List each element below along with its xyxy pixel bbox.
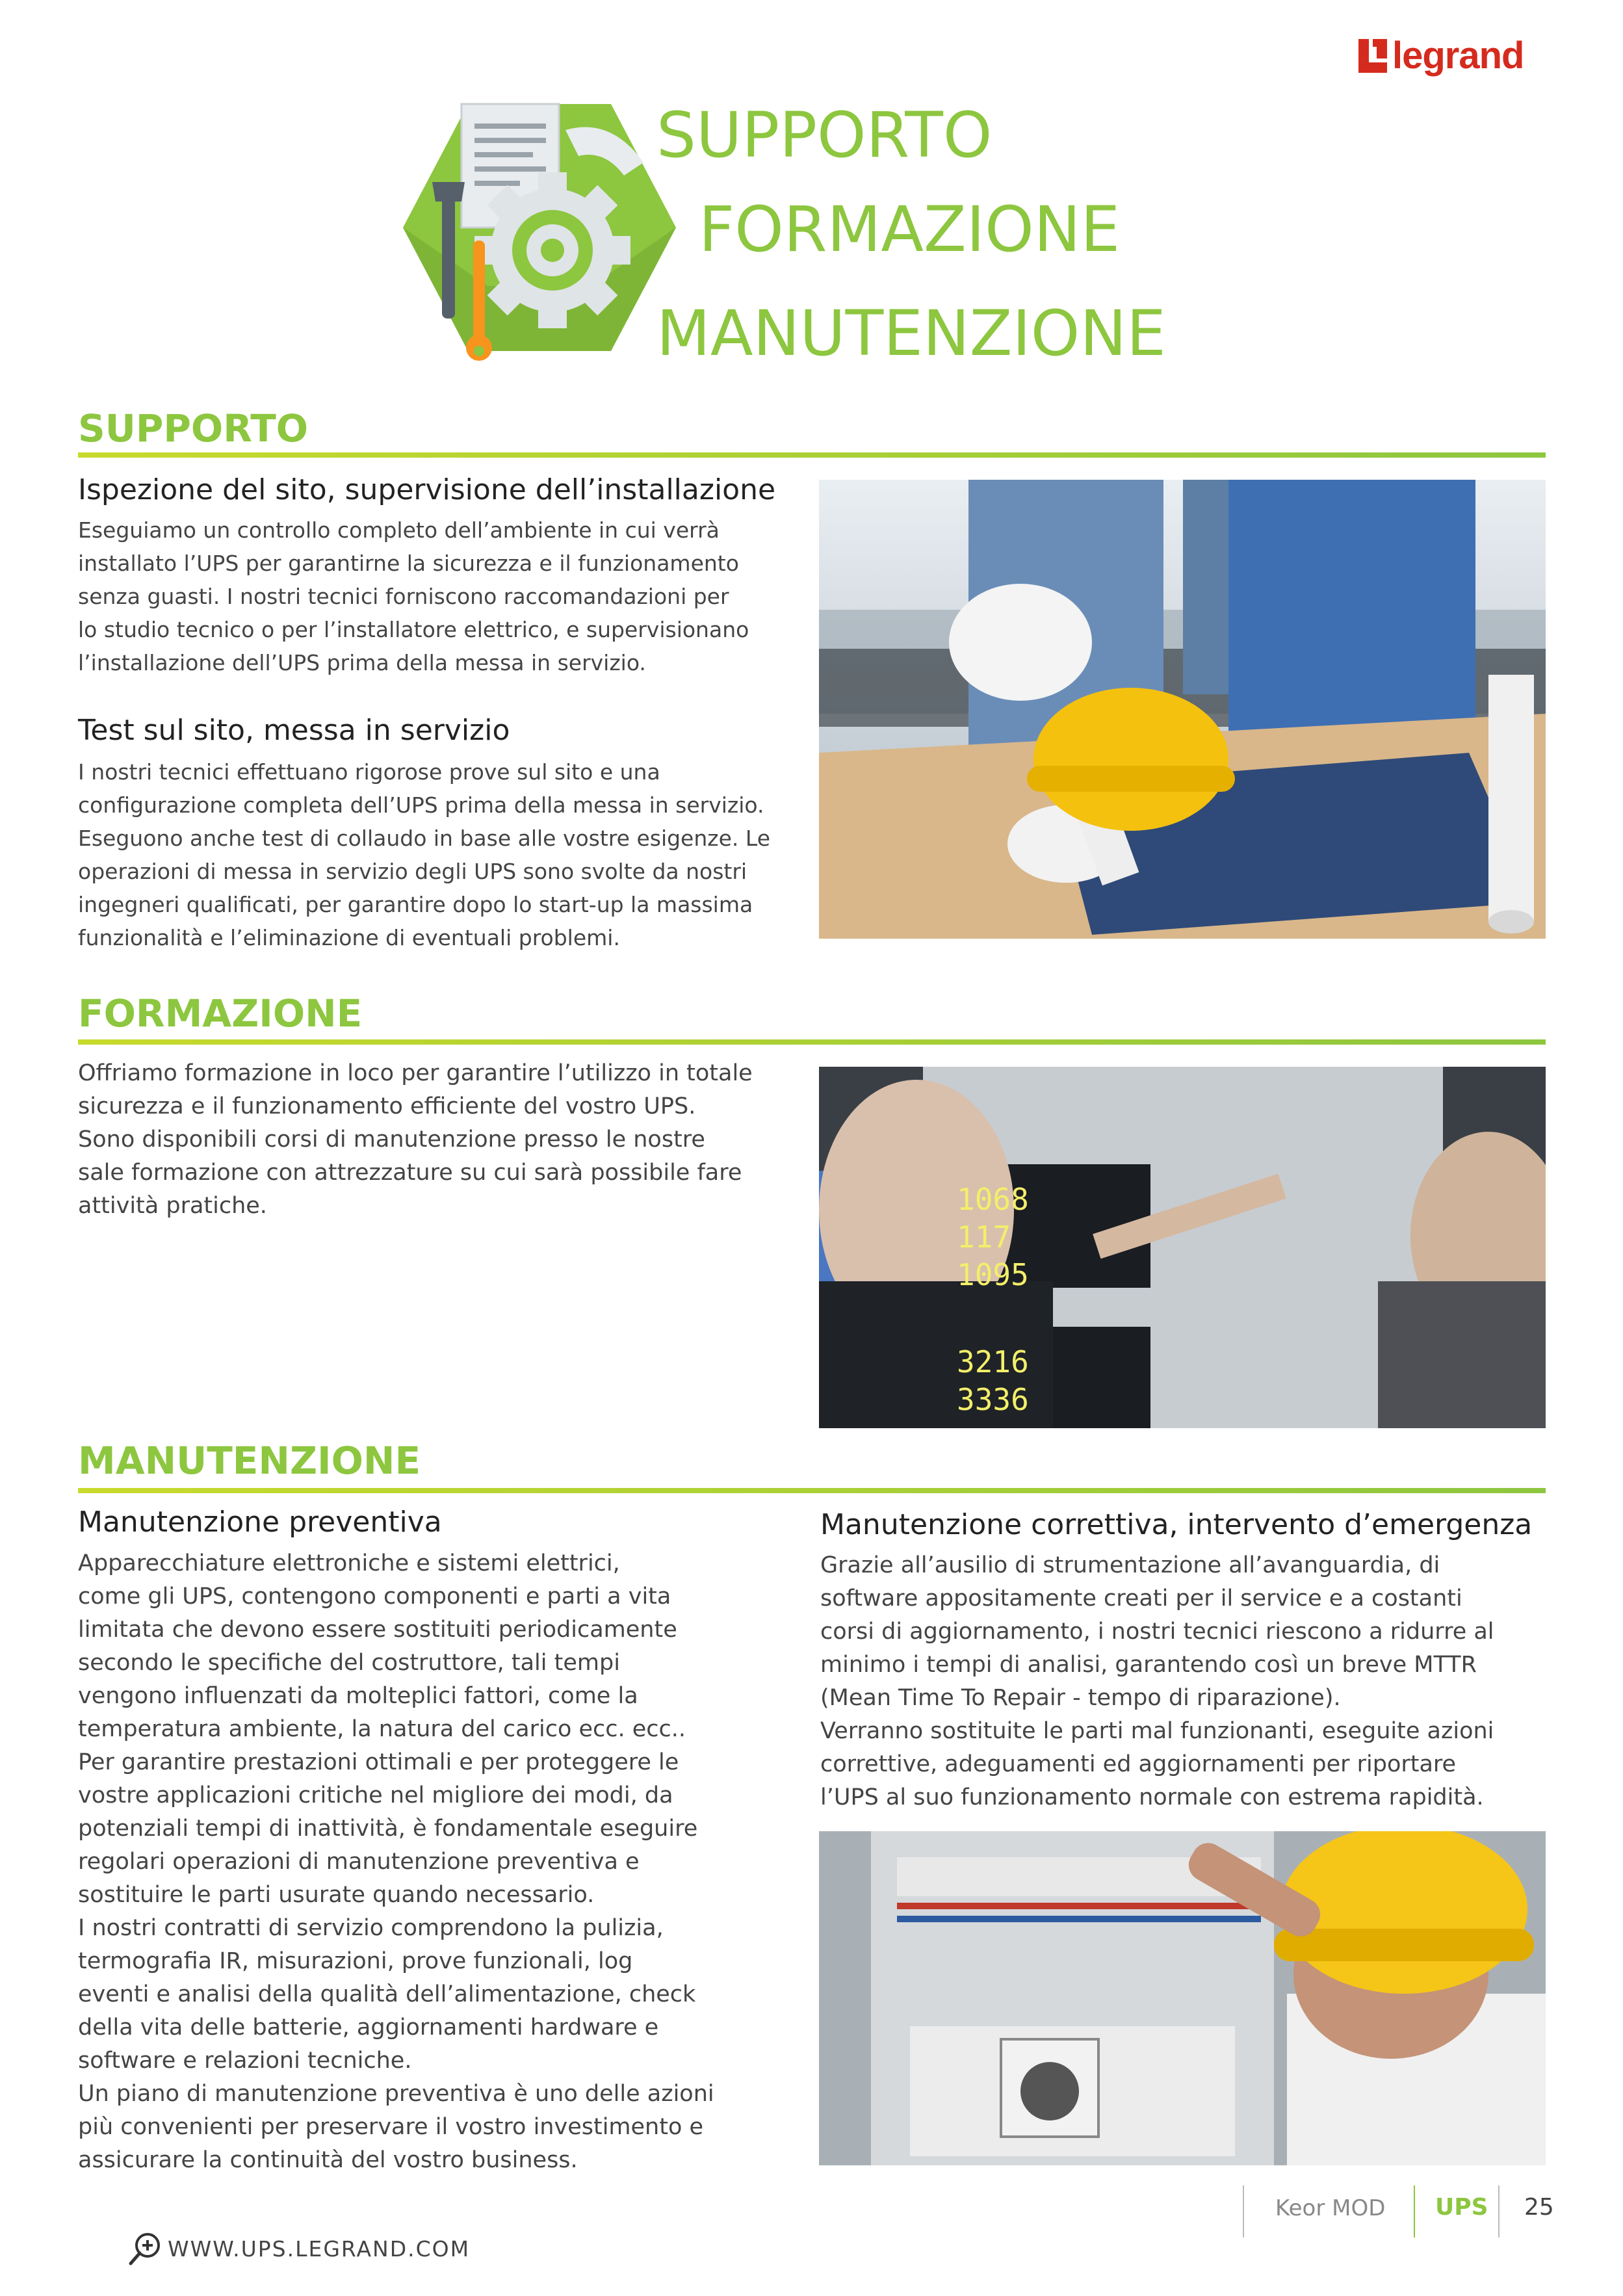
- search-plus-icon: [127, 2231, 163, 2267]
- photo-engineers-blueprints: [819, 480, 1546, 939]
- section-title-supporto: SUPPORTO: [78, 406, 309, 450]
- header-title-manutenzione: MANUTENZIONE: [656, 297, 1166, 370]
- header-title-supporto: SUPPORTO: [656, 99, 993, 172]
- site-test-text: I nostri tecnici effettuano rigorose prove sul sito e una configurazione completa dell’UPS prima della messa in servizio. Eseguono anche test di collaudo in base alle vostre esigenze. Le operazioni di messa in servizio degli UPS sono svolte da nostri ingegneri qualificati, per garantire dopo lo start-up la massima funzionalità e l’eliminazione di eventuali problemi.: [78, 759, 770, 950]
- subsection-title-inspection: Ispezione del sito, supervisione dell’installazione: [78, 473, 776, 506]
- photo-technician-panel: [819, 1831, 1546, 2165]
- page-number: 25: [1524, 2194, 1554, 2221]
- section-divider: [78, 1488, 1546, 1493]
- section-divider: [78, 1039, 1546, 1045]
- corrective-maintenance-text: Grazie all’ausilio di strumentazione all’avanguardia, di software appositamente creati per il service e a costanti corsi di aggiornamento, i nostri tecnici riescono a ridurre al minimo i tempi di analisi, garantendo così un breve MTTR (Mean Time To Repair - tempo di riparazione). Verranno sostituite le parti mal funzionanti, eseguite azioni correttive, adeguamenti ed aggiornamenti per riportare l’UPS al suo funzionamento normale con estrema rapidità.: [820, 1552, 1494, 1810]
- subsection-title-site-test: Test sul sito, messa in servizio: [78, 714, 510, 747]
- footer-product-name: Keor MOD: [1275, 2195, 1386, 2221]
- screen-value: 1068: [957, 1182, 1029, 1217]
- section-title-formazione: FORMAZIONE: [78, 991, 363, 1036]
- screen-value: 117: [957, 1220, 1011, 1255]
- subsection-title-preventive: Manutenzione preventiva: [78, 1506, 442, 1539]
- header-title-formazione: FORMAZIONE: [699, 193, 1121, 266]
- website-link[interactable]: WWW.UPS.LEGRAND.COM: [168, 2236, 471, 2262]
- formazione-text: Offriamo formazione in loco per garantire l’utilizzo in totale sicurezza e il funzionamento efficiente del vostro UPS. Sono disponibili corsi di manutenzione presso le nostre sale formazione con attrezzature su cui sarà possibile fare attività pratiche.: [78, 1060, 753, 1219]
- photo-training-screen: [819, 1067, 1546, 1428]
- legrand-logo-text: legrand: [1392, 34, 1524, 77]
- footer-divider: [1498, 2185, 1500, 2237]
- screen-value: 1095: [957, 1257, 1029, 1292]
- preventive-maintenance-text: Apparecchiature elettroniche e sistemi elettrici, come gli UPS, contengono componenti e parti a vita limitata che devono essere sostituiti periodicamente secondo le specifiche del costruttore, tali tempi vengono influenzati da molteplici fattori, come la temperatura ambiente, la natura del carico ecc. ecc.. Per garantire prestazioni ottimali e per proteggere le vostre applicazioni critiche nel migliore dei modi, da potenziali tempi di inattività, è fondamentale eseguire regolari operazioni di manutenzione preventiva e sostituire le parti usurate quando necessario. I nostri contratti di servizio comprendono la pulizia, termografia IR, misurazioni, prove funzionali, log eventi e analisi della qualità dell’alimentazione, check della vita delle batterie, aggiornamenti hardware e software e relazioni tecniche. Un piano di manutenzione preventiva è uno delle azioni più convenienti per preservare il vostro investimento e assicurare la continuità del vostro business.: [78, 1550, 714, 2173]
- section-title-manutenzione: MANUTENZIONE: [78, 1439, 421, 1483]
- legrand-logo: [1358, 34, 1524, 77]
- section-divider: [78, 452, 1546, 458]
- screen-value: 3216: [957, 1344, 1029, 1379]
- footer-divider: [1243, 2185, 1244, 2237]
- inspection-text: Eseguiamo un controllo completo dell’ambiente in cui verrà installato l’UPS per garantirne la sicurezza e il funzionamento senza guasti. I nostri tecnici forniscono raccomandazioni per lo studio tecnico o per l’installatore elettrico, e supervisionano l’installazione dell’UPS prima della messa in servizio.: [78, 517, 749, 675]
- footer-divider: [1414, 2185, 1415, 2237]
- service-hexagon-icon: [396, 91, 682, 364]
- footer-category: UPS: [1435, 2194, 1488, 2221]
- screen-value: 3336: [957, 1382, 1029, 1417]
- subsection-title-corrective: Manutenzione correttiva, intervento d’emergenza: [820, 1508, 1533, 1541]
- legrand-logo-mark-icon: [1358, 39, 1387, 73]
